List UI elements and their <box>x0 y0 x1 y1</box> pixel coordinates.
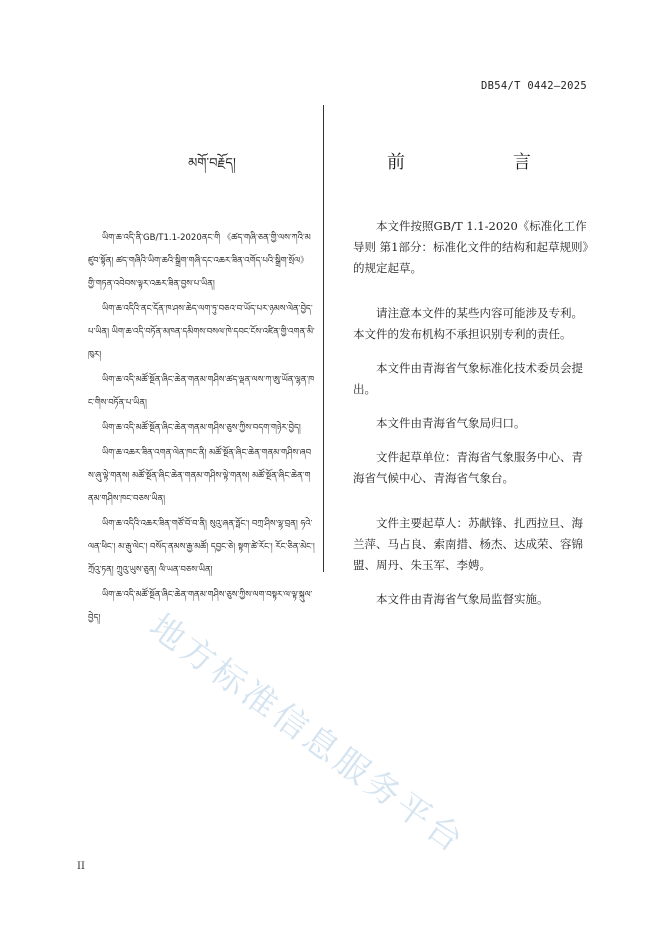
foreword-paragraph: 请注意本文件的某些内容可能涉及专利。本文件的发布机构不承担识别专利的责任。 <box>353 306 583 341</box>
tibetan-paragraph: ཡིག་ཆ་འདི་མཚོ་སྔོན་ཞིང་ཆེན་གནམ་གཤིས་ཚད་ལྡན་ལས་ཀ་ཨུ་ཡོན་ལྷན་ཁང་གིས་བཏོན་པ་ཡིན། <box>88 375 315 408</box>
foreword-paragraph: 本文件由青海省气象局归口。 <box>376 416 526 430</box>
tibetan-foreword <box>88 148 316 632</box>
foreword-paragraph: 本文件由青海省气象标准化技术委员会提出。 <box>353 361 583 396</box>
column-divider <box>323 105 324 572</box>
chinese-title: 前 言 <box>387 152 555 173</box>
tibetan-paragraph: ཡིག་ཆ་འདི་མཚོ་སྔོན་ཞིང་ཆེན་གནམ་གཤིས་ཅུས་ཀྱིས་བདག་གཉེར་བྱེད། <box>102 423 301 433</box>
watermark: 地方标准信息服务平台 <box>141 606 473 863</box>
tibetan-paragraph: ཡིག་ཆ་འདིའི་འཆར་ཟིན་གཙོ་བོ་བ་ནི། སུའུ་ཞན་ཧྥོང་། བཀྲ་ཤིས་ལྷ་བྲན། ཧའེ་ལན་ཕིང་། མ་རྒུ་ལེང་། བསོད་ནམས་རྒྱ་མཚོ། དབྱང་ཅེ། སྟག་ཚེ་རོང་། རོང་ཅིན་མེང་། ཀྲོའུ་ཏན། ཀྲུའུ་ཡུས་ཅུན། ལི་ཡན་བཅས་ཡིན། <box>88 519 315 575</box>
tibetan-paragraph: ཡིག་ཆ་འདིའི་ནང་དོན་ཁ་ཤས་ཆེད་ལག་ཏུ་བཅའ་བ་ཡོད་པར་ཉམས་ལེན་བྱེད་པ་ཡིན། ཡིག་ཆ་འདི་བཏོན་མཁན་དམིགས་བསལ་ཁེ་དབང་ངོས་འཛིན་གྱི་འགན་མི་ཁུར། <box>88 304 315 360</box>
tibetan-title: མགོ་བརྗོད། <box>188 156 236 171</box>
foreword-paragraph: 文件主要起草人：苏献锋、扎西拉旦、海兰萍、马占良、索南措、杨杰、达成荣、容锦盟、周丹、朱玉军、李娉。 <box>353 516 583 572</box>
tibetan-paragraph: ཡིག་ཆ་འདི་ནི་GB/T1.1-2020ནང་གི 《ཚད་གཞི་ཅན་གྱི་ལས་ཀའི་མཛུབ་སྟོན། ཚད་གཞིའི་ཡིག་ཆའི་སྒྲིག་གཞི་དང་འཆར་ཟིན་འགོད་པའི་སྒྲིག་སྲོལ》 གྱི་གཏན་འབེབས་ལྟར་འཆར་ཟིན་བྱས་པ་ཡིན། <box>88 233 311 289</box>
tibetan-paragraph: ཡིག་ཆ་འཆར་ཟིན་འགན་ལེན་ཁང་ནི། མཚོ་སྔོན་ཞིང་ཆེན་གནམ་གཤིས་ཞབས་ཞུ་ལྟེ་གནས། མཚོ་སྔོན་ཞིང་ཆེན་གནམ་གཤིས་ལྟེ་གནས། མཚོ་སྔོན་ཞིང་ཆེན་གནམ་གཤིས་ཁང་བཅས་ཡིན། <box>88 448 312 504</box>
foreword-paragraph: 文件起草单位：青海省气象服务中心、青海省气候中心、青海省气象台。 <box>353 450 583 485</box>
foreword-paragraph: 本文件按照GB/T 1.1-2020《标准化工作导则 第1部分：标准化文件的结构和起草规则》的规定起草。 <box>353 219 589 275</box>
foreword-paragraph: 本文件由青海省气象局监督实施。 <box>376 592 549 606</box>
tibetan-paragraph: ཡིག་ཆ་འདི་མཚོ་སྔོན་ཞིང་ཆེན་གནམ་གཤིས་ཅུས་ཀྱིས་ལག་བསྟར་ལ་ལྟ་སྐུལ་བྱེད། <box>88 590 313 623</box>
page-number: II <box>77 861 85 872</box>
chinese-foreword <box>353 148 589 623</box>
standard-code: DB54/T 0442—2025 <box>481 80 587 92</box>
